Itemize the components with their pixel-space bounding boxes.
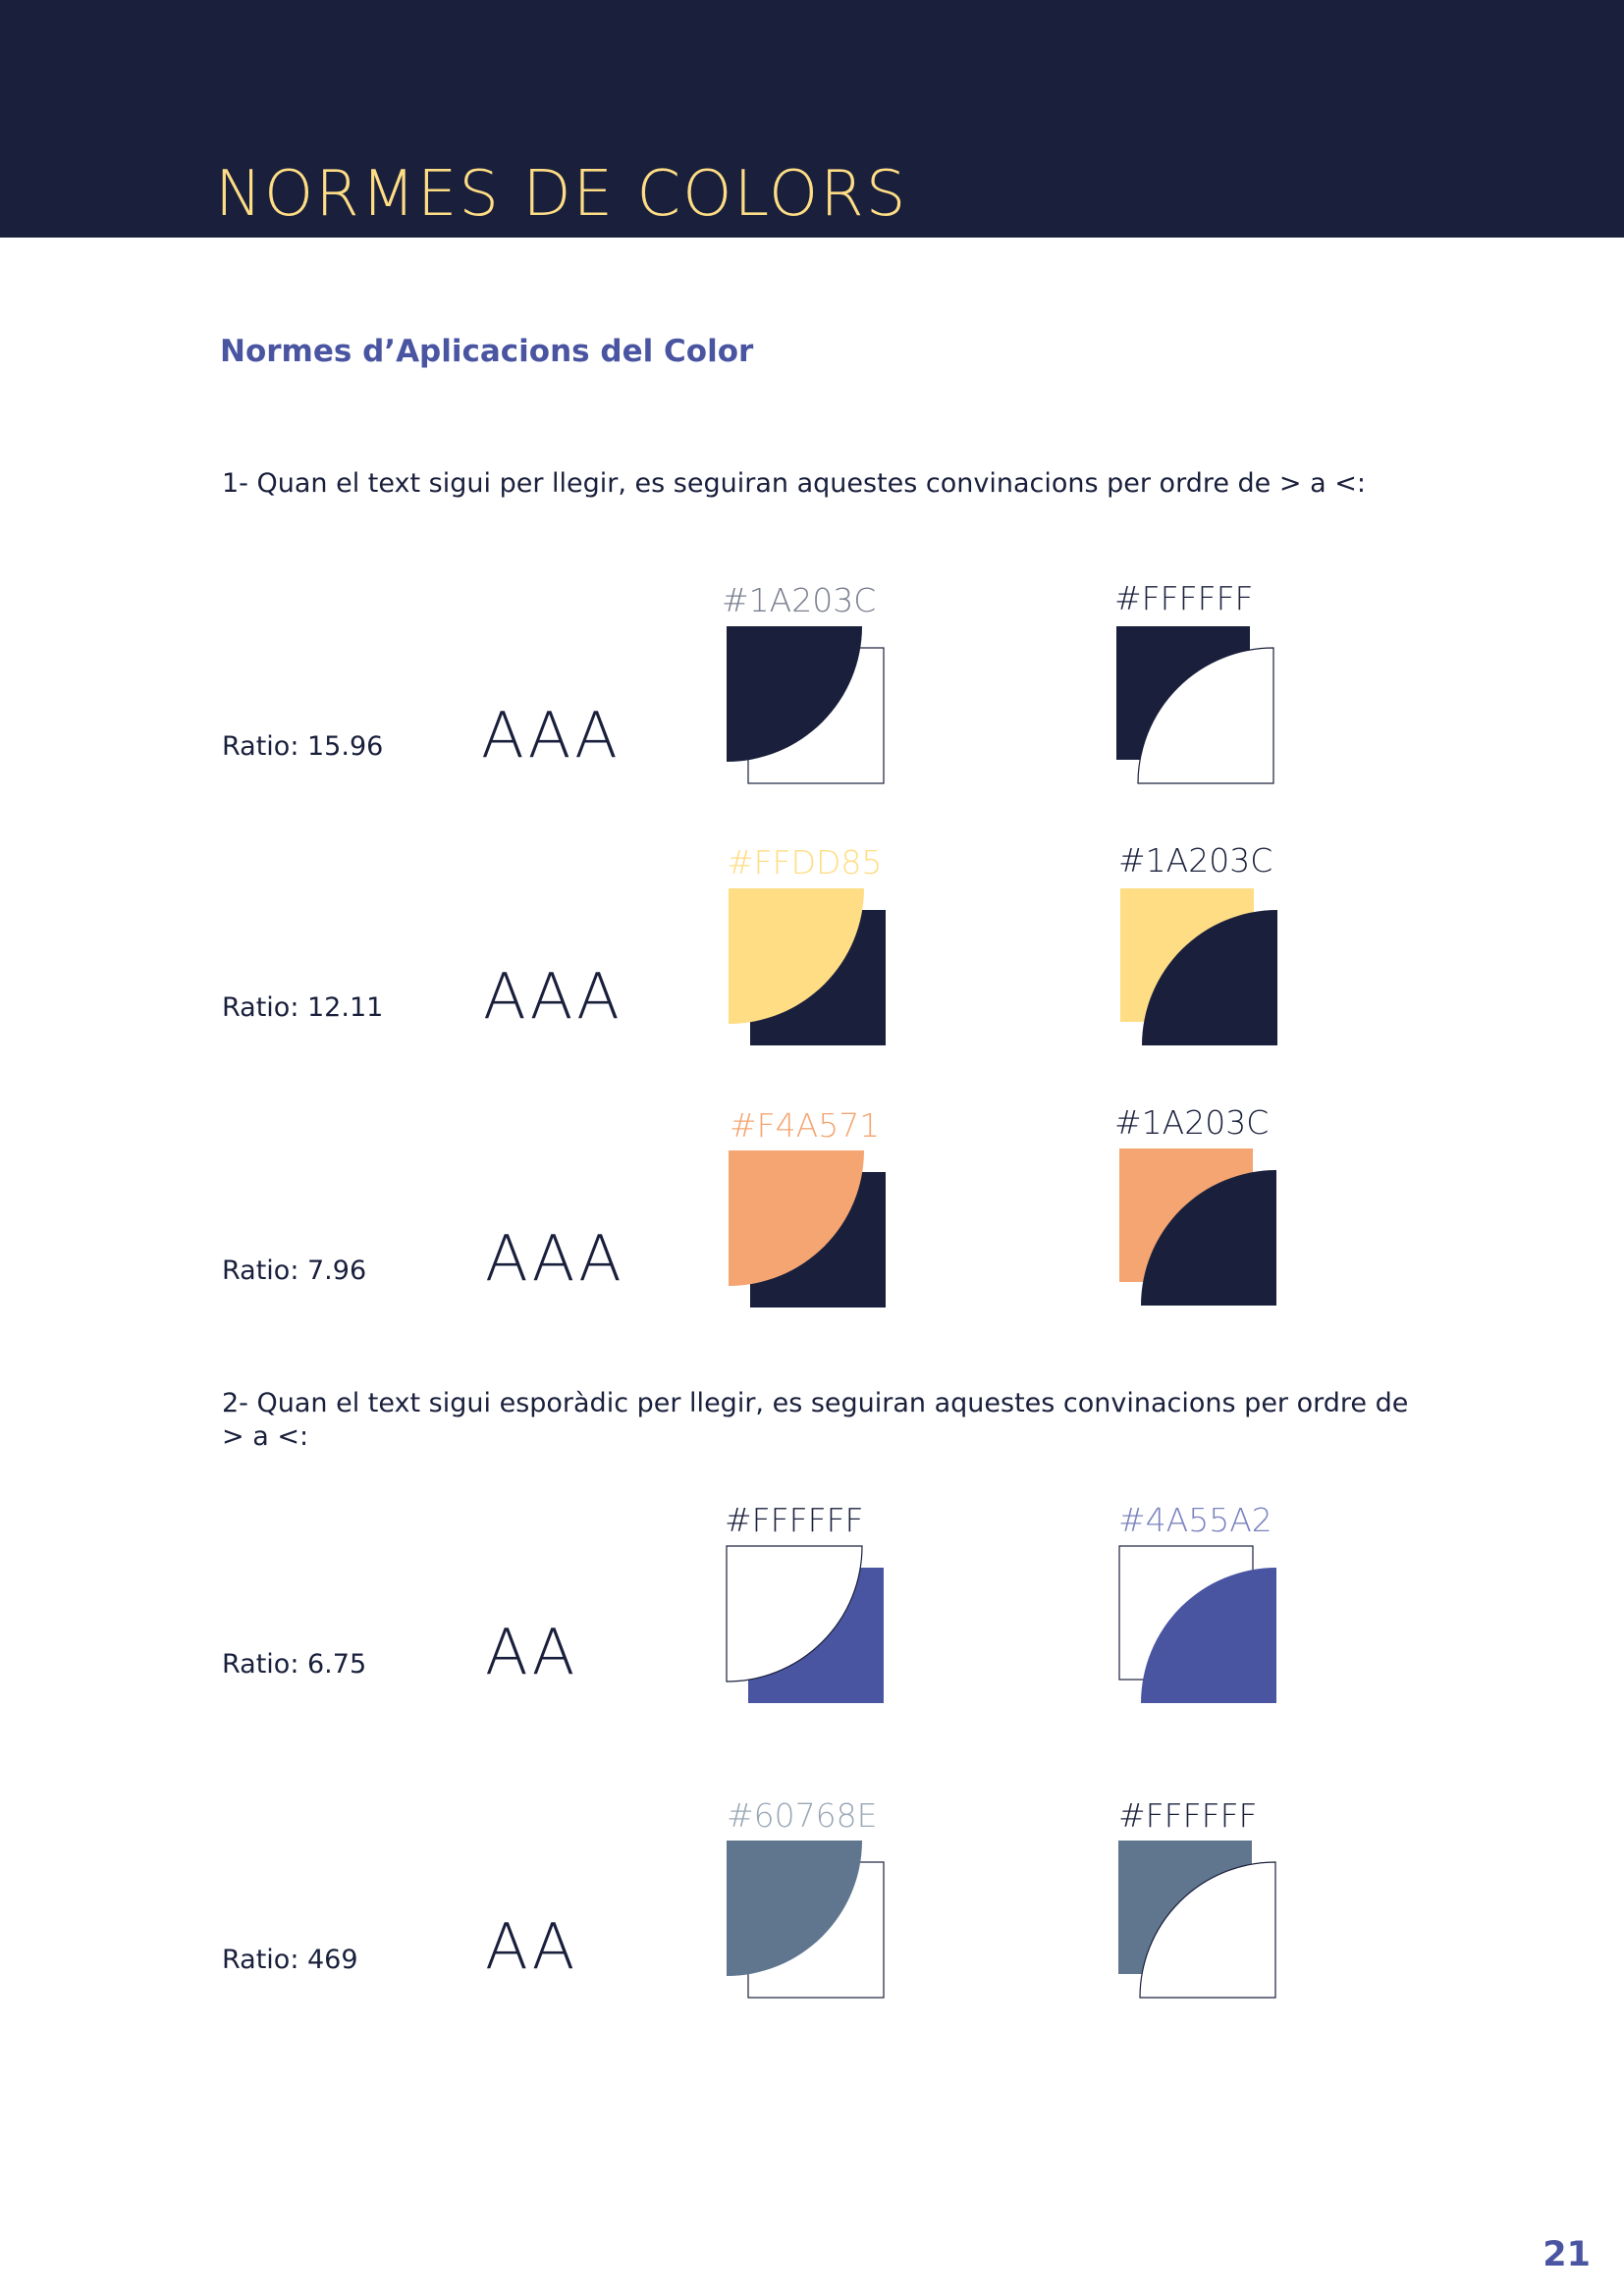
rule-1-text: 1- Quan el text sigui per llegir, es seguiran aquestes convinacions per ordre de > a <: (222, 468, 1366, 499)
ratio-label: Ratio: 7.96 (222, 1255, 367, 1286)
contrast-grade: AA (485, 1911, 577, 1984)
swatch-row-3-right (1119, 1546, 1276, 1703)
swatch-row-4-right (1118, 1841, 1275, 1998)
page-title: NORMES DE COLORS (215, 158, 908, 231)
hex-label: #60768E (727, 1796, 878, 1835)
contrast-grade: AA (485, 1617, 577, 1689)
swatch-row-3-left (727, 1546, 884, 1703)
hex-label: #1A203C (1114, 1103, 1270, 1142)
swatch-row-0-left (727, 626, 884, 783)
contrast-grade: AAA (483, 961, 622, 1034)
page-number: 21 (1543, 2235, 1591, 2274)
ratio-label: Ratio: 15.96 (222, 731, 384, 762)
hex-label: #1A203C (1118, 841, 1273, 880)
swatch-row-0-right (1116, 626, 1273, 783)
hex-label: #FFFFFF (1114, 579, 1254, 617)
contrast-grade: AAA (485, 1223, 623, 1296)
ratio-label: Ratio: 12.11 (222, 992, 384, 1023)
hex-label: #4A55A2 (1118, 1501, 1272, 1539)
section-subtitle: Normes d’Aplicacions del Color (220, 334, 754, 369)
swatch-row-1-left (729, 888, 886, 1045)
hex-label: #FFFFFF (1118, 1796, 1258, 1835)
swatch-row-2-left (729, 1150, 886, 1308)
hex-label: #FFFFFF (725, 1501, 864, 1539)
ratio-label: Ratio: 6.75 (222, 1649, 367, 1680)
ratio-label: Ratio: 469 (222, 1945, 358, 1975)
rule-2-text: 2- Quan el text sigui esporàdic per llegir, es seguiran aquestes convinacions per ordre de > a <: (222, 1388, 1409, 1452)
hex-label: #F4A571 (730, 1106, 881, 1145)
swatch-row-4-left (727, 1841, 884, 1998)
swatch-row-1-right (1120, 888, 1277, 1045)
contrast-grade: AAA (481, 700, 620, 773)
hex-label: #1A203C (722, 581, 877, 619)
hex-label: #FFDD85 (727, 843, 883, 881)
swatch-row-2-right (1119, 1148, 1276, 1306)
